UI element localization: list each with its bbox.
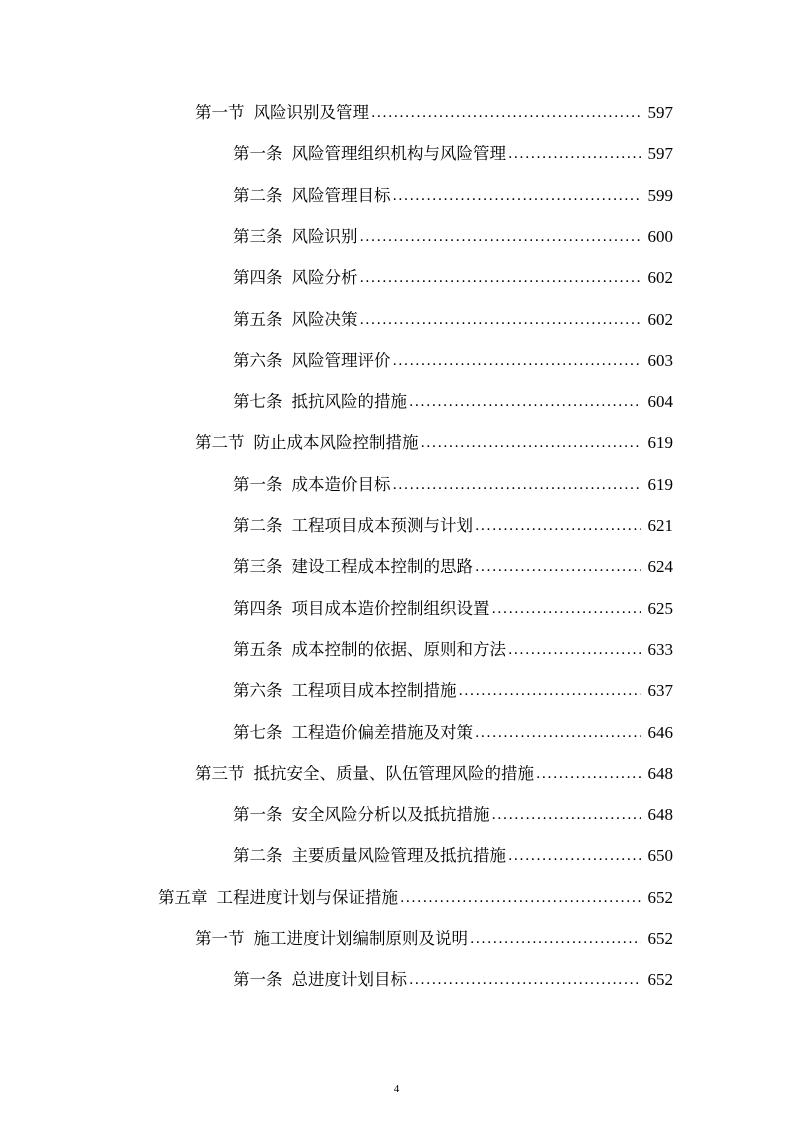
toc-entry-title: 成本造价目标 [291, 474, 391, 494]
toc-entry-title: 成本控制的依据、原则和方法 [291, 639, 506, 659]
toc-entry[interactable] [233, 259, 673, 289]
toc-entry-number: 第四条 [233, 598, 283, 618]
toc-dot-leader [371, 102, 641, 124]
toc-entry[interactable] [233, 961, 673, 991]
toc-entry-title: 防止成本风险控制措施 [253, 433, 419, 453]
toc-dot-leader [492, 804, 642, 826]
toc-entry-number: 第一条 [233, 144, 283, 164]
toc-entry-number: 第二条 [233, 516, 283, 535]
toc-entry[interactable] [233, 218, 673, 248]
toc-dot-leader [360, 226, 642, 248]
toc-entry-title: 工程造价偏差措施及对策 [291, 722, 473, 742]
toc-entry[interactable] [158, 879, 673, 909]
toc-entry-title: 风险管理目标 [291, 185, 391, 205]
toc-entry-title: 工程项目成本控制措施 [291, 681, 457, 701]
toc-entry-page: 652 [647, 929, 673, 948]
toc-entry-page: 648 [647, 805, 673, 825]
toc-dot-leader [475, 556, 641, 578]
toc-entry[interactable] [195, 920, 673, 950]
toc-dot-leader [409, 391, 641, 413]
toc-dot-leader [470, 928, 641, 950]
toc-entry-title: 风险识别及管理 [253, 103, 369, 122]
toc-dot-leader [360, 309, 642, 331]
toc-entry-number: 第二条 [233, 846, 283, 866]
toc-entry-page: 597 [647, 103, 673, 122]
toc-dot-leader [475, 722, 641, 744]
toc-entry[interactable] [233, 342, 673, 372]
toc-entry-number: 第七条 [233, 392, 283, 412]
toc-entry-page: 621 [647, 516, 673, 535]
toc-entry-title: 风险管理组织机构与风险管理 [291, 144, 506, 164]
toc-entry-number: 第五条 [233, 639, 283, 659]
toc-entry[interactable] [233, 672, 673, 702]
toc-entry-page: 619 [647, 474, 673, 494]
toc-dot-leader [492, 598, 642, 620]
toc-entry-page: 599 [647, 185, 673, 205]
toc-entry-title: 安全风险分析以及抵抗措施 [291, 805, 490, 825]
toc-entry-number: 第一条 [233, 805, 283, 825]
toc-entry-page: 652 [647, 970, 673, 990]
toc-entry[interactable] [233, 714, 673, 744]
toc-dot-leader [360, 267, 642, 289]
toc-entry-number: 第二节 [195, 433, 245, 453]
toc-entry[interactable] [233, 796, 673, 826]
toc-entry-page: 646 [647, 722, 673, 742]
toc-entry[interactable] [233, 466, 673, 496]
toc-entry[interactable] [233, 590, 673, 620]
toc-entry-page: 650 [647, 846, 673, 866]
toc-entry-title: 抵抗安全、质量、队伍管理风险的措施 [253, 763, 534, 783]
toc-entry-number: 第一条 [233, 970, 283, 990]
toc-entry-title: 风险决策 [291, 309, 358, 329]
toc-entry-page: 652 [647, 887, 673, 907]
toc-dot-leader [421, 432, 642, 454]
toc-dot-leader [536, 763, 641, 785]
toc-entry-page: 625 [647, 598, 673, 618]
toc-entry-page: 624 [647, 557, 673, 577]
toc-entry-title: 总进度计划目标 [291, 970, 407, 990]
toc-entry-page: 604 [647, 392, 673, 412]
toc-entry-page: 602 [647, 268, 673, 288]
toc-entry[interactable] [233, 301, 673, 331]
toc-entry-number: 第七条 [233, 722, 283, 742]
toc-dot-leader [459, 680, 642, 702]
toc-entry-title: 工程项目成本预测与计划 [291, 516, 473, 535]
toc-entry-title: 工程进度计划与保证措施 [216, 887, 398, 907]
page-number: 4 [393, 1083, 400, 1095]
toc-entry[interactable] [233, 177, 673, 207]
toc-entry-page: 637 [647, 681, 673, 701]
toc-entry[interactable] [233, 837, 673, 867]
toc-entry[interactable] [233, 631, 673, 661]
toc-entry-number: 第六条 [233, 681, 283, 701]
toc-entry-page: 603 [647, 350, 673, 370]
toc-entry-number: 第一条 [233, 474, 283, 494]
toc-entry-number: 第三节 [195, 763, 245, 783]
toc-entry-title: 风险分析 [291, 268, 358, 288]
toc-entry[interactable] [195, 755, 673, 785]
toc-entry-title: 项目成本造价控制组织设置 [291, 598, 490, 618]
toc-dot-leader [409, 969, 641, 991]
toc-dot-leader [393, 474, 642, 496]
toc-entry-number: 第六条 [233, 350, 283, 370]
toc-entry-title: 风险管理评价 [291, 350, 391, 370]
toc-entry-title: 主要质量风险管理及抵抗措施 [291, 846, 506, 866]
toc-dot-leader [393, 185, 642, 207]
toc-entry[interactable] [195, 94, 673, 124]
toc-entry-number: 第一节 [195, 103, 245, 122]
toc-entry[interactable] [195, 424, 673, 454]
toc-entry-number: 第五章 [158, 887, 208, 907]
toc-entry-page: 602 [647, 309, 673, 329]
toc-entry[interactable] [233, 507, 673, 537]
toc-dot-leader [475, 515, 641, 537]
toc-entry[interactable] [233, 548, 673, 578]
toc-entry-title: 建设工程成本控制的思路 [291, 557, 473, 577]
toc-entry-title: 施工进度计划编制原则及说明 [253, 929, 468, 948]
toc-entry-page: 619 [647, 433, 673, 453]
toc-entry[interactable] [233, 383, 673, 413]
toc-entry-number: 第五条 [233, 309, 283, 329]
toc-entry[interactable] [233, 135, 673, 165]
toc-entry-page: 597 [647, 144, 673, 164]
toc-dot-leader [393, 350, 642, 372]
toc-entry-page: 648 [647, 763, 673, 783]
toc-entry-title: 抵抗风险的措施 [291, 392, 407, 412]
toc-entry-number: 第三条 [233, 226, 283, 246]
toc-entry-number: 第三条 [233, 557, 283, 577]
toc-entry-number: 第四条 [233, 268, 283, 288]
toc-dot-leader [400, 887, 641, 909]
toc-entry-number: 第二条 [233, 185, 283, 205]
toc-dot-leader [508, 143, 641, 165]
toc-entry-title: 风险识别 [291, 226, 358, 246]
toc-entry-page: 600 [647, 226, 673, 246]
toc-entry-number: 第一节 [195, 929, 245, 948]
toc-entry-page: 633 [647, 639, 673, 659]
toc-dot-leader [508, 845, 641, 867]
toc-dot-leader [508, 639, 641, 661]
